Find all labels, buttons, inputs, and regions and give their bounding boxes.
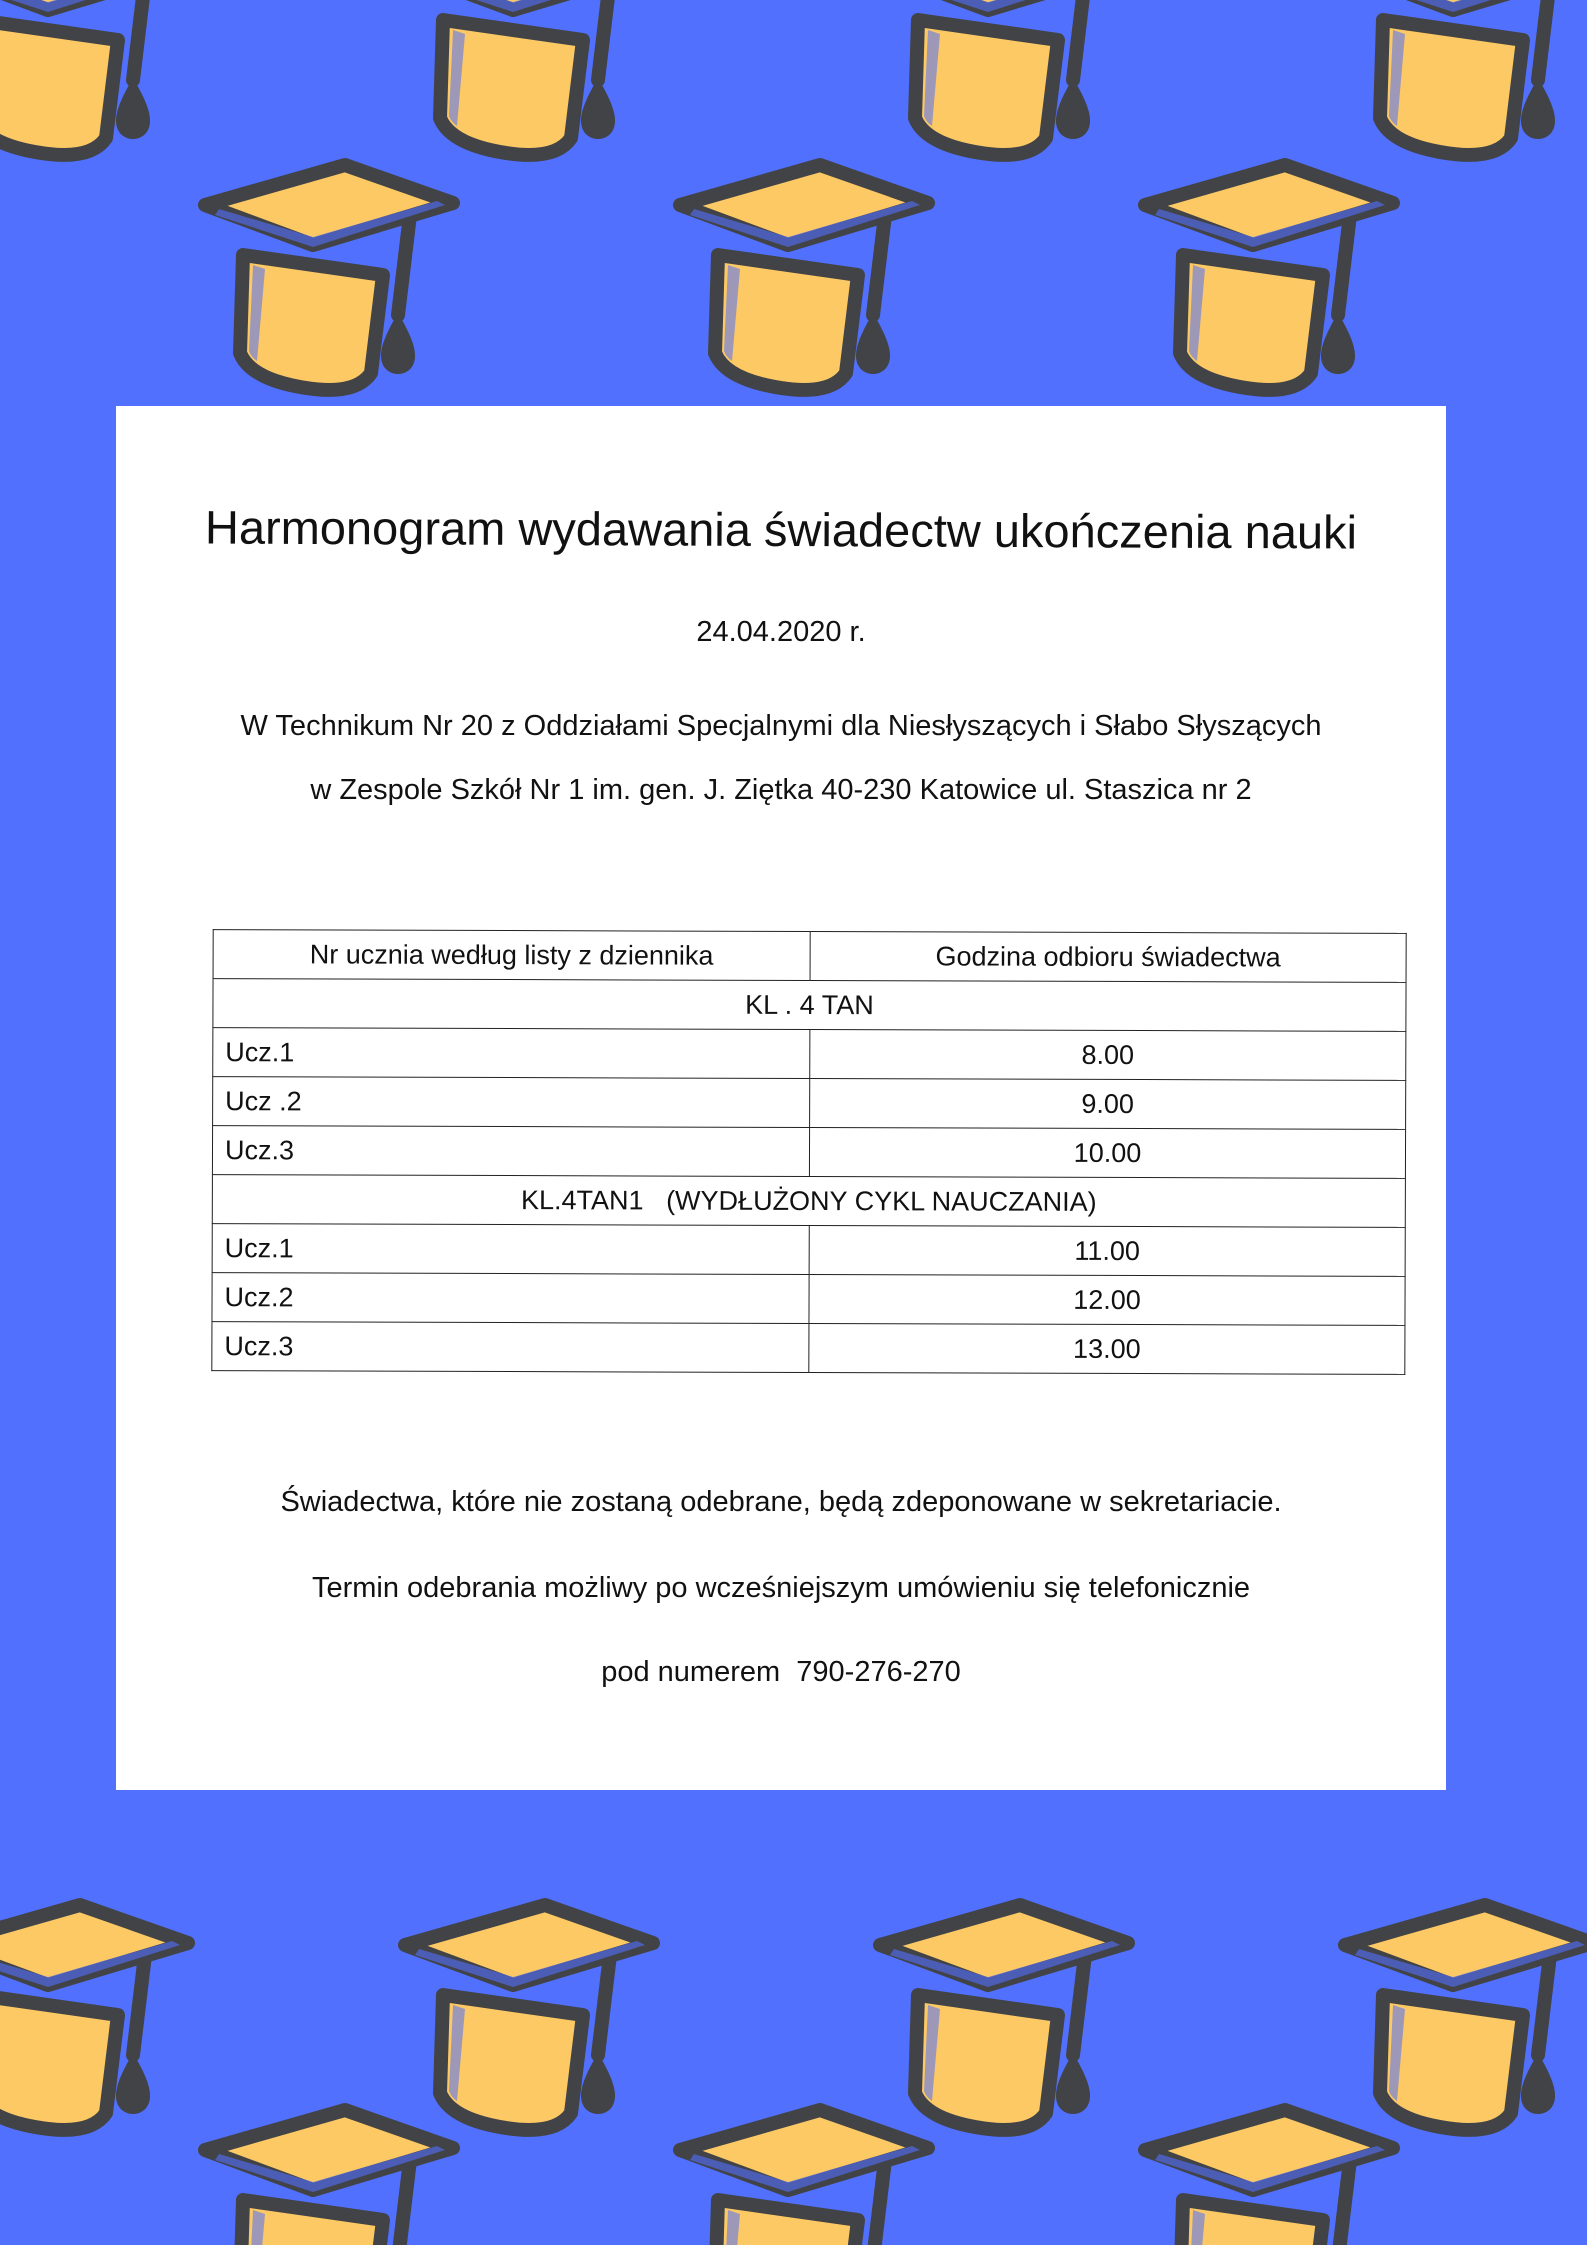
class-group-label: KL.4TAN1 (WYDŁUŻONY CYKL NAUCZANIA) [212,1175,1405,1228]
student-cell: Ucz.1 [213,1028,810,1079]
schedule-table [211,929,1406,1375]
graduation-cap-icon [205,165,453,390]
table-row [213,1077,1406,1130]
table-header-row [213,930,1406,983]
graduation-cap-icon [205,2110,453,2245]
document-title: Harmonogram wydawania świadectw ukończenia nauki [204,500,1358,559]
graduation-cap-icon [1345,1905,1587,2130]
column-header-student: Nr ucznia według listy z dziennika [213,930,810,981]
document-date: 24.04.2020 r. [696,616,866,648]
graduation-cap-icon [680,165,928,390]
table-row [212,1322,1405,1375]
student-cell: Ucz.3 [212,1322,809,1373]
graduation-cap-icon [405,0,653,155]
time-cell: 9.00 [810,1079,1406,1130]
school-address-line: w Zespole Szkół Nr 1 im. gen. J. Ziętka 40-230 Katowice ul. Staszica nr 2 [310,774,1252,806]
time-cell: 13.00 [809,1324,1405,1375]
class-group-label: KL . 4 TAN [213,979,1406,1032]
graduation-cap-icon [1345,0,1587,155]
phone-number: pod numerem 790-276-270 [601,1656,961,1688]
time-cell: 8.00 [810,1030,1406,1081]
graduation-cap-icon [0,1905,188,2130]
time-cell: 10.00 [809,1128,1405,1179]
graduation-cap-icon [680,2110,928,2245]
group-row [213,979,1406,1032]
graduation-cap-icon [405,1905,653,2130]
table-row [212,1224,1405,1277]
column-header-time: Godzina odbioru świadectwa [810,932,1406,983]
group-row [212,1175,1405,1228]
graduation-cap-icon [880,0,1128,155]
time-cell: 12.00 [809,1275,1405,1326]
time-cell: 11.00 [809,1226,1405,1277]
student-cell: Ucz.3 [212,1126,809,1177]
school-name-line: W Technikum Nr 20 z Oddziałami Specjalnymi dla Niesłyszących i Słabo Słyszących [240,710,1322,742]
graduation-cap-icon [0,0,188,155]
student-cell: Ucz.2 [212,1273,809,1324]
appointment-note: Termin odebrania możliwy po wcześniejszym umówieniu się telefonicznie [311,1572,1251,1604]
graduation-cap-icon [880,1905,1128,2130]
graduation-cap-icon [1145,2110,1393,2245]
graduation-cap-icon [1145,165,1393,390]
student-cell: Ucz .2 [213,1077,810,1128]
table-row [212,1273,1405,1326]
table-row [213,1028,1406,1081]
notice-sheet [116,406,1446,1790]
table-row [212,1126,1405,1179]
deposit-note: Świadectwa, które nie zostaną odebrane, będą zdeponowane w sekretariacie. [280,1486,1282,1518]
student-cell: Ucz.1 [212,1224,809,1275]
